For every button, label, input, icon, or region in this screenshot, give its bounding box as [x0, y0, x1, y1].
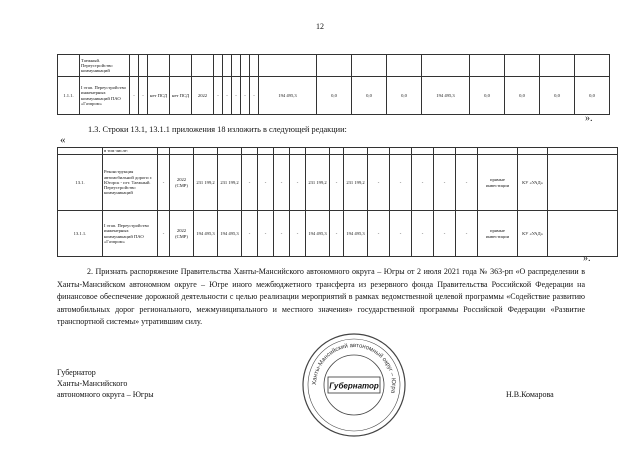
cell-name: Реконструкция автомобильной дороги г. Югорск - пгт. Таежный. Переустройство коммуникаций: [103, 155, 158, 211]
table-row: [58, 55, 610, 77]
cell: -: [250, 77, 259, 115]
signatory-name: Н.В.Комарова: [506, 390, 554, 399]
cell: -: [412, 155, 434, 211]
cell: 0,0: [387, 77, 422, 115]
signature-line: Губернатор: [57, 368, 96, 377]
cell: -: [290, 155, 306, 211]
signature-line: автономного округа – Югры: [57, 390, 154, 399]
closing-quote: ».: [583, 253, 591, 264]
cell: 194 495,3: [306, 211, 330, 257]
cell-name: I этап. Переустройство инженерных коммуникаций ПАО «Газпром»: [80, 77, 130, 115]
cell: 0,0: [505, 77, 540, 115]
cell: -: [330, 155, 344, 211]
cell: 0,0: [540, 77, 575, 115]
table-row: [58, 155, 618, 211]
table-row: [58, 148, 618, 155]
cell-customer: КУ «УАД»: [518, 211, 548, 257]
cell: -: [456, 211, 478, 257]
cell: нет ПСД: [148, 77, 170, 115]
official-seal-icon: [300, 331, 408, 439]
cell: -: [258, 155, 274, 211]
cell-name: в том числе:: [103, 148, 158, 155]
table-row: [58, 77, 610, 115]
cell-year: 2022 (СМР): [170, 155, 194, 211]
cell: -: [434, 211, 456, 257]
cell: -: [456, 155, 478, 211]
signature-line: Ханты-Мансийского: [57, 379, 128, 388]
cell: 0,0: [575, 77, 610, 115]
cell-name: Таежный. Переустройство коммуникаций: [80, 55, 130, 77]
closing-quote: ».: [585, 113, 593, 124]
cell: -: [139, 77, 148, 115]
cell-year: 2022: [192, 77, 214, 115]
cell-source: прямые инвестиции: [478, 155, 518, 211]
cell-source: прямые инвестиции: [478, 211, 518, 257]
cell: 231 199,2: [344, 155, 368, 211]
opening-quote: «: [60, 134, 66, 146]
cell: -: [130, 77, 139, 115]
cell: 231 199,2: [194, 155, 218, 211]
cell: -: [330, 211, 344, 257]
cell: 0,0: [317, 77, 352, 115]
cell: -: [390, 155, 412, 211]
cell-num: 13.1.: [58, 155, 103, 211]
cell: -: [242, 211, 258, 257]
cell: 231 199,2: [306, 155, 330, 211]
page-number: 12: [316, 22, 324, 31]
cell: -: [274, 211, 290, 257]
cell: -: [434, 155, 456, 211]
svg-text:Ханты-Мансийский автономный ок: Ханты-Мансийский автономный округ – Югра: [311, 342, 397, 394]
cell: 194 495,3: [218, 211, 242, 257]
cell: -: [274, 155, 290, 211]
cell-year: 2022 (СМР): [170, 211, 194, 257]
cell: -: [242, 155, 258, 211]
cell: -: [158, 211, 170, 257]
cell: -: [390, 211, 412, 257]
cell-customer: КУ «УАД»: [518, 155, 548, 211]
cell: -: [368, 211, 390, 257]
amendment-heading: 1.3. Строки 13.1, 13.1.1 приложения 18 изложить в следующей редакции:: [88, 125, 347, 134]
signature-block: [57, 367, 154, 400]
cell: 194 495,3: [194, 211, 218, 257]
cell: -: [214, 77, 223, 115]
cell: -: [290, 211, 306, 257]
cell: -: [241, 77, 250, 115]
cell-total: 194 495,3: [259, 77, 317, 115]
svg-text:Губернатор: Губернатор: [329, 381, 379, 391]
cell: -: [158, 155, 170, 211]
paragraph-2: 2. Признать распоряжение Правительства Ханты-Мансийского автономного округа – Югры от 2 июля 2021 года № 363-рп «О распределении в Ханты-Мансийском автономном округе – Югре иного межбюджетного трансферта из резервного фонда Правительства Российской Федерации на финансовое обеспечение дорожной деятельности с целью реализации мероприятий в рамках ведомственной целевой программы «Содействие развитию автомобильных дорог регионального, межмуниципального и местного значения» государственной программы Российской Федерации «Развитие транспортной системы» утратившим силу.: [57, 267, 585, 326]
cell: 0,0: [352, 77, 387, 115]
cell: -: [258, 211, 274, 257]
cell: -: [368, 155, 390, 211]
cell: 0,0: [470, 77, 505, 115]
table-row: [58, 211, 618, 257]
cell: 194 495,3: [344, 211, 368, 257]
cell-name: I этап. Переустройство инженерных коммуникаций ПАО «Газпром»: [103, 211, 158, 257]
cell: 231 199,2: [218, 155, 242, 211]
cell: 194 495,3: [422, 77, 470, 115]
table-continuation: [57, 54, 610, 115]
cell-num: 1.1.1.: [58, 77, 80, 115]
table-amended-rows: [57, 147, 618, 257]
cell-num: 13.1.1.: [58, 211, 103, 257]
cell: -: [232, 77, 241, 115]
cell: -: [223, 77, 232, 115]
cell: -: [412, 211, 434, 257]
cell: нет ПСД: [170, 77, 192, 115]
